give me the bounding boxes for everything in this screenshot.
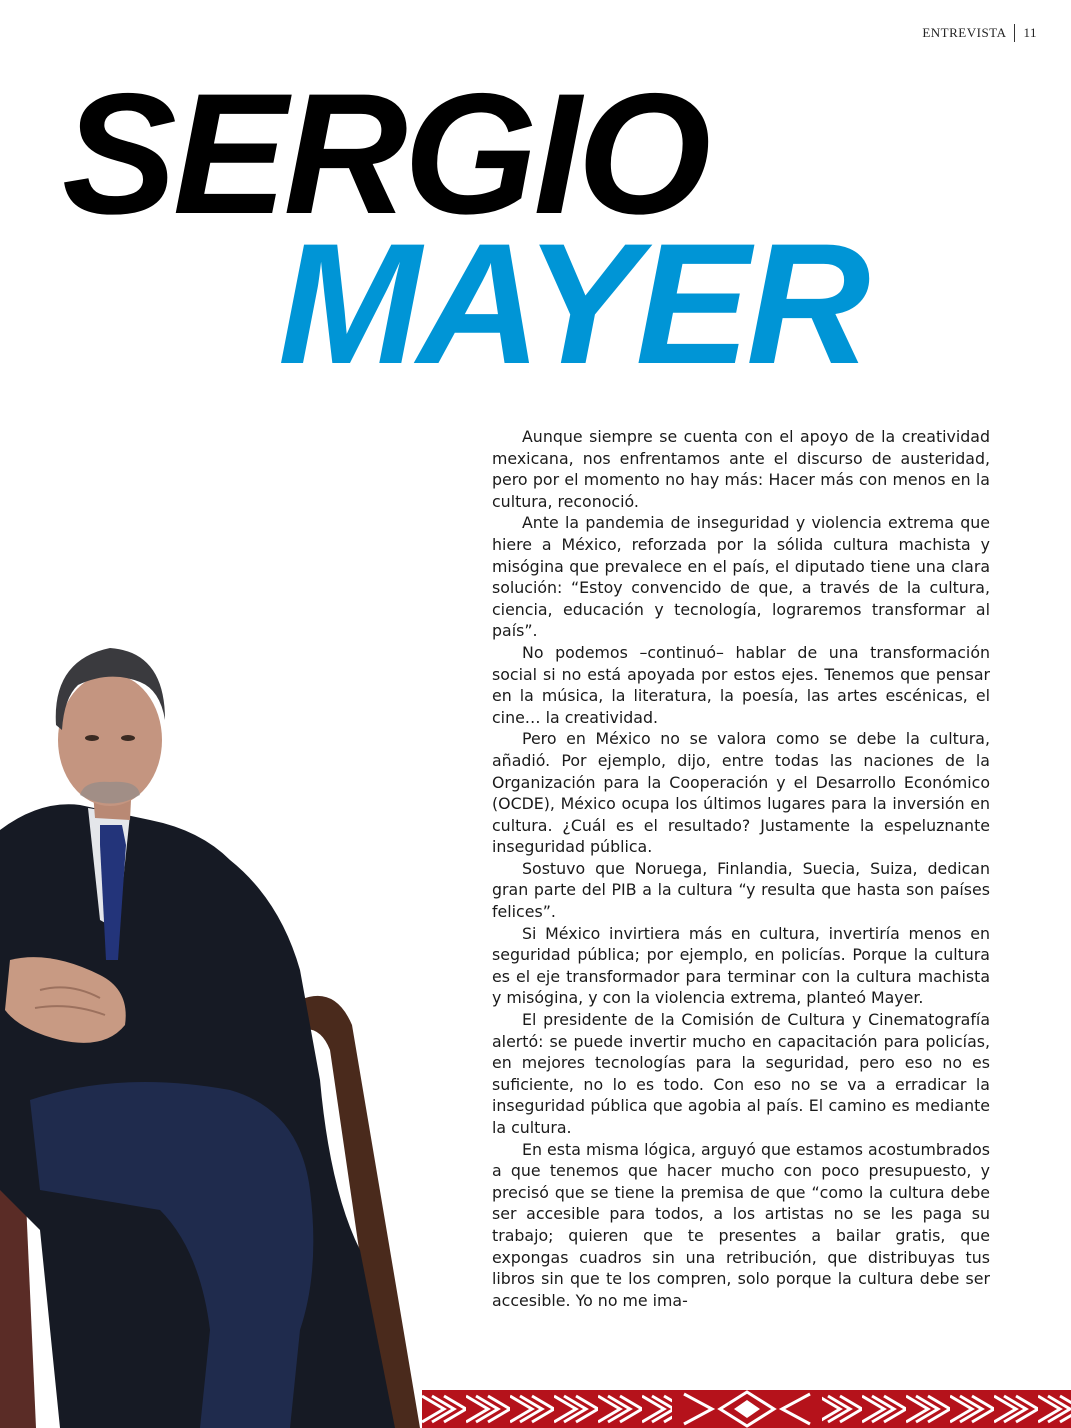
paragraph: Aunque siempre se cuenta con el apoyo de la creatividad mexicana, nos enfrentamos ante el discurso de austeridad, pero por el momento no hay más: Hacer más con menos en la cultura, reconoció. xyxy=(492,427,990,511)
interviewee-photo xyxy=(0,630,430,1428)
paragraph: Sostuvo que Noruega, Finlandia, Suecia, Suiza, dedican gran parte del PIB a la cultura “y resulta que hasta son países felices”. xyxy=(492,858,990,922)
center-diamond-motif xyxy=(672,1390,822,1428)
paragraph: Si México invirtiera más en cultura, invertiría menos en seguridad pública; por ejemplo, en policías. Porque la cultura es el eje transformador para terminar con la cultura machista y misógina, y con la violencia extrema, planteó Mayer. xyxy=(492,923,990,1008)
title-last-name: MAYER xyxy=(278,208,867,400)
paragraph: En esta misma lógica, arguyó que estamos acostumbrados a que tenemos que hacer mucho con poco presupuesto, y precisó que se tiene la premisa de que “como la cultura debe ser accesible para todos, a los artistas no se les paga su trabajo; quieren que te presentes a bailar gratis, que expongas cuadros sin una retribución, que distribuyas tus libros sin que te los compren, solo porque la cultura debe ser accesible. Yo no me ima- xyxy=(492,1139,990,1310)
running-header xyxy=(922,24,1037,42)
title-first-name: SERGIO xyxy=(62,58,708,250)
paragraph: No podemos –continuó– hablar de una transformación social si no está apoyada por estos ejes. Tenemos que pensar en la música, la literatura, la poesía, las artes escénicas, el cine… la creatividad. xyxy=(492,642,990,727)
page-number: 11 xyxy=(1023,25,1037,40)
paragraph: El presidente de la Comisión de Cultura y Cinematografía alertó: se puede invertir mucho en capacitación para policías, en mejores tecnologías para la seguridad, pero eso no es suficiente, no lo es todo. Con eso no se va a erradicar la inseguridad pública que agobia al país. El camino es mediante la cultura. xyxy=(492,1010,990,1137)
header-divider xyxy=(1014,24,1015,42)
paragraph: Ante la pandemia de inseguridad y violencia extrema que hiere a México, reforzada por la sólida cultura machista y misógina que prevalece en el país, el diputado tiene una clara solución: “Estoy convencido de que, a través de la cultura, ciencia, educación y tecnología, lograremos transformar al país”. xyxy=(492,513,990,641)
section-label: ENTREVISTA xyxy=(922,25,1007,40)
paragraph: Pero en México no se valora como se debe la cultura, añadió. Por ejemplo, dijo, entre todas las naciones de la Organización para la Cooperación y el Desarrollo Económico (OCDE), México ocupa los últimos lugares para la inversión en cultura. ¿Cuál es el resultado? Justamente la espeluznante inseguridad pública. xyxy=(492,729,990,857)
decorative-pattern-band xyxy=(422,1390,1071,1428)
article-body xyxy=(492,426,990,1311)
